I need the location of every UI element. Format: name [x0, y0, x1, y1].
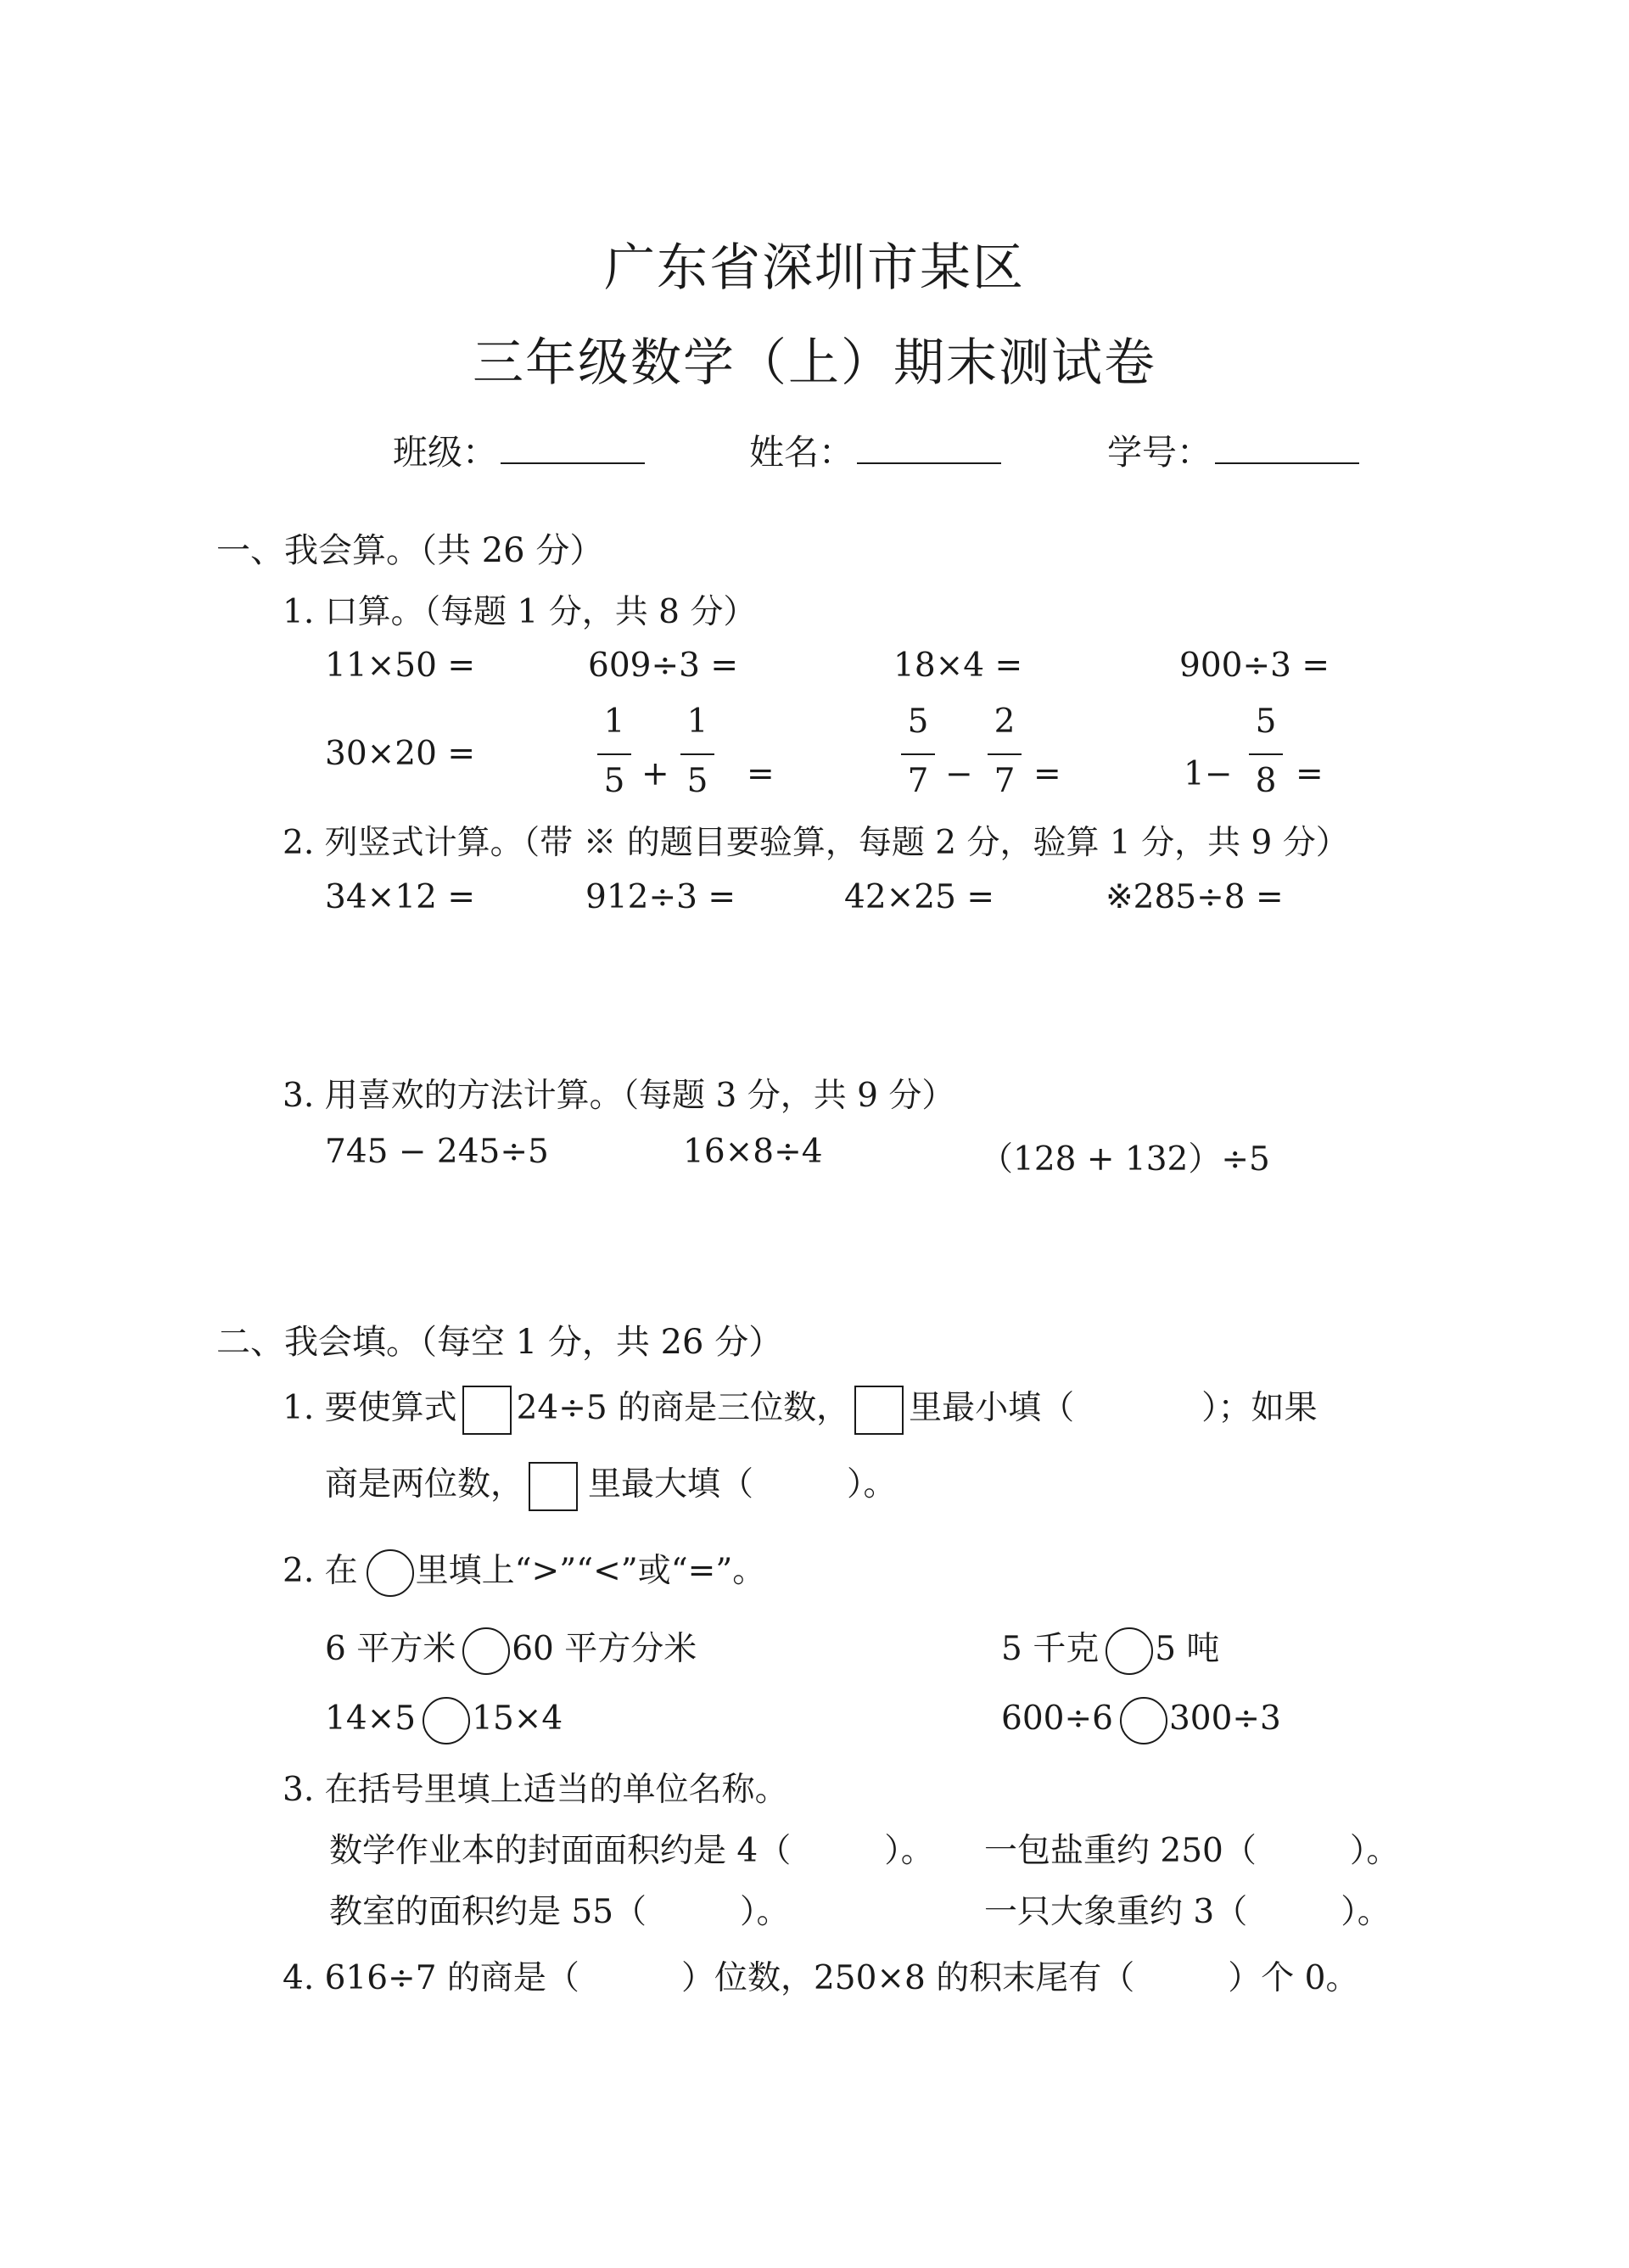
class-field	[393, 424, 645, 474]
fraction	[679, 703, 730, 821]
oral-item: 11×50 =	[325, 647, 476, 685]
oral-item: 900÷3 =	[1179, 647, 1330, 685]
name-blank[interactable]	[857, 428, 1001, 464]
s1-q3-heading: 3. 用喜欢的方法计算。（每题 3 分，共 9 分）	[283, 1077, 955, 1115]
s2-q1-line2	[325, 1458, 897, 1511]
s2-q1-line1	[283, 1381, 1318, 1435]
numerator: 5	[1255, 703, 1277, 741]
digit-box[interactable]	[529, 1462, 578, 1511]
compare-left: 14×5	[325, 1700, 417, 1738]
compare-circle[interactable]	[1106, 1627, 1153, 1675]
fraction	[1247, 703, 1298, 821]
unit-text: ）。	[884, 1832, 934, 1870]
compare-item	[325, 1697, 563, 1744]
id-label: 学号：	[1107, 432, 1212, 473]
oral-item: 609÷3 =	[588, 647, 739, 685]
compare-right: 5 吨	[1155, 1630, 1220, 1668]
vertical-item: ※285÷8 =	[1106, 878, 1284, 916]
s2-q4-text: 4. 616÷7 的商是（	[283, 1959, 579, 1997]
s1-q2-heading: 2. 列竖式计算。（带 ※ 的题目要验算，每题 2 分，验算 1 分，共 9 分）	[283, 824, 1349, 862]
compare-left: 6 平方米	[325, 1630, 456, 1668]
denominator: 8	[1255, 762, 1277, 800]
s2-q2-heading	[283, 1544, 765, 1597]
s2-q1-text: 里最大填（	[588, 1465, 754, 1504]
compare-item	[325, 1622, 697, 1675]
equals: =	[1296, 755, 1324, 793]
fraction	[986, 703, 1037, 821]
oral-item: 18×4 =	[893, 647, 1023, 685]
id-field	[1107, 424, 1359, 474]
title-line-1: 广东省深圳市某区	[604, 238, 1025, 298]
s2-q4-text: ）位数，250×8 的积末尾有（	[680, 1959, 1135, 1997]
name-field	[749, 424, 1001, 474]
s2-q1-text: 里最小填（	[909, 1389, 1075, 1427]
calc-item: 745 − 245÷5	[325, 1133, 549, 1171]
class-blank[interactable]	[501, 428, 645, 464]
s2-q1-text: ）；如果	[1201, 1389, 1318, 1427]
equals: =	[1033, 755, 1061, 793]
vertical-item: 912÷3 =	[585, 878, 736, 916]
calc-item: （128 + 132）÷5	[980, 1140, 1270, 1179]
section1-heading: 一、我会算。（共 26 分）	[216, 531, 604, 570]
lead-term: 1−	[1184, 755, 1233, 793]
numerator: 5	[907, 703, 929, 741]
calc-item: 16×8÷4	[683, 1133, 823, 1171]
equals: =	[747, 755, 775, 793]
unit-item	[329, 1885, 790, 1933]
compare-item	[1001, 1697, 1281, 1744]
compare-circle[interactable]	[367, 1549, 414, 1597]
s2-q1-text: 24÷5 的商是三位数，	[516, 1389, 850, 1427]
numerator: 1	[686, 703, 708, 741]
compare-left: 5 千克	[1001, 1630, 1100, 1668]
fraction-bar	[901, 753, 935, 755]
denominator: 5	[603, 762, 625, 800]
unit-text: ）。	[740, 1893, 790, 1931]
unit-text: ）。	[1341, 1893, 1391, 1931]
id-blank[interactable]	[1215, 428, 1359, 464]
compare-right: 60 平方分米	[512, 1630, 697, 1668]
denominator: 7	[907, 762, 929, 800]
class-label: 班级：	[393, 432, 497, 473]
fraction	[899, 703, 950, 821]
vertical-item: 42×25 =	[844, 878, 995, 916]
unit-item	[329, 1824, 934, 1872]
unit-text: 教室的面积约是 55（	[329, 1893, 647, 1931]
numerator: 1	[603, 703, 625, 741]
compare-circle[interactable]	[1120, 1697, 1167, 1744]
digit-box[interactable]	[462, 1386, 512, 1435]
unit-text: 一包盐重约 250（	[984, 1832, 1257, 1870]
unit-text: ）。	[1349, 1832, 1400, 1870]
compare-circle[interactable]	[423, 1697, 470, 1744]
operator: +	[641, 755, 669, 793]
fraction-bar	[680, 753, 714, 755]
s2-q4	[283, 1952, 1358, 1999]
s2-q1-text: 1. 要使算式	[283, 1389, 457, 1427]
s2-q2-text: 里填上“>”“<”或“=”。	[415, 1552, 766, 1590]
section2-heading: 二、我会填。（每空 1 分，共 26 分）	[216, 1323, 783, 1362]
s2-q4-text: ）个 0。	[1228, 1959, 1359, 1997]
vertical-item: 34×12 =	[325, 878, 476, 916]
unit-text: 一只大象重约 3（	[984, 1893, 1248, 1931]
s2-q2-text: 2. 在	[283, 1552, 358, 1590]
numerator: 2	[994, 703, 1016, 741]
compare-right: 15×4	[472, 1700, 563, 1738]
operator: −	[945, 755, 973, 793]
oral-item: 30×20 =	[325, 735, 476, 773]
unit-text: 数学作业本的封面面积约是 4（	[329, 1832, 792, 1870]
fraction-bar	[988, 753, 1022, 755]
digit-box[interactable]	[854, 1386, 904, 1435]
denominator: 5	[686, 762, 708, 800]
s2-q1-text: 商是两位数，	[325, 1465, 524, 1504]
compare-circle[interactable]	[462, 1627, 510, 1675]
compare-right: 300÷3	[1168, 1700, 1281, 1738]
s1-q1-heading: 1. 口算。（每题 1 分，共 8 分）	[283, 593, 757, 631]
fraction	[596, 703, 647, 821]
fraction-bar	[597, 753, 631, 755]
compare-item	[1001, 1622, 1219, 1675]
denominator: 7	[994, 762, 1016, 800]
s2-q3-heading: 3. 在括号里填上适当的单位名称。	[283, 1771, 788, 1809]
title-line-2: 三年级数学（上）期末测试卷	[473, 333, 1156, 393]
compare-left: 600÷6	[1001, 1700, 1113, 1738]
s2-q1-text: ）。	[847, 1465, 897, 1504]
fraction-bar	[1249, 753, 1283, 755]
unit-item	[984, 1824, 1399, 1872]
unit-item	[984, 1885, 1391, 1933]
name-label: 姓名：	[749, 432, 854, 473]
